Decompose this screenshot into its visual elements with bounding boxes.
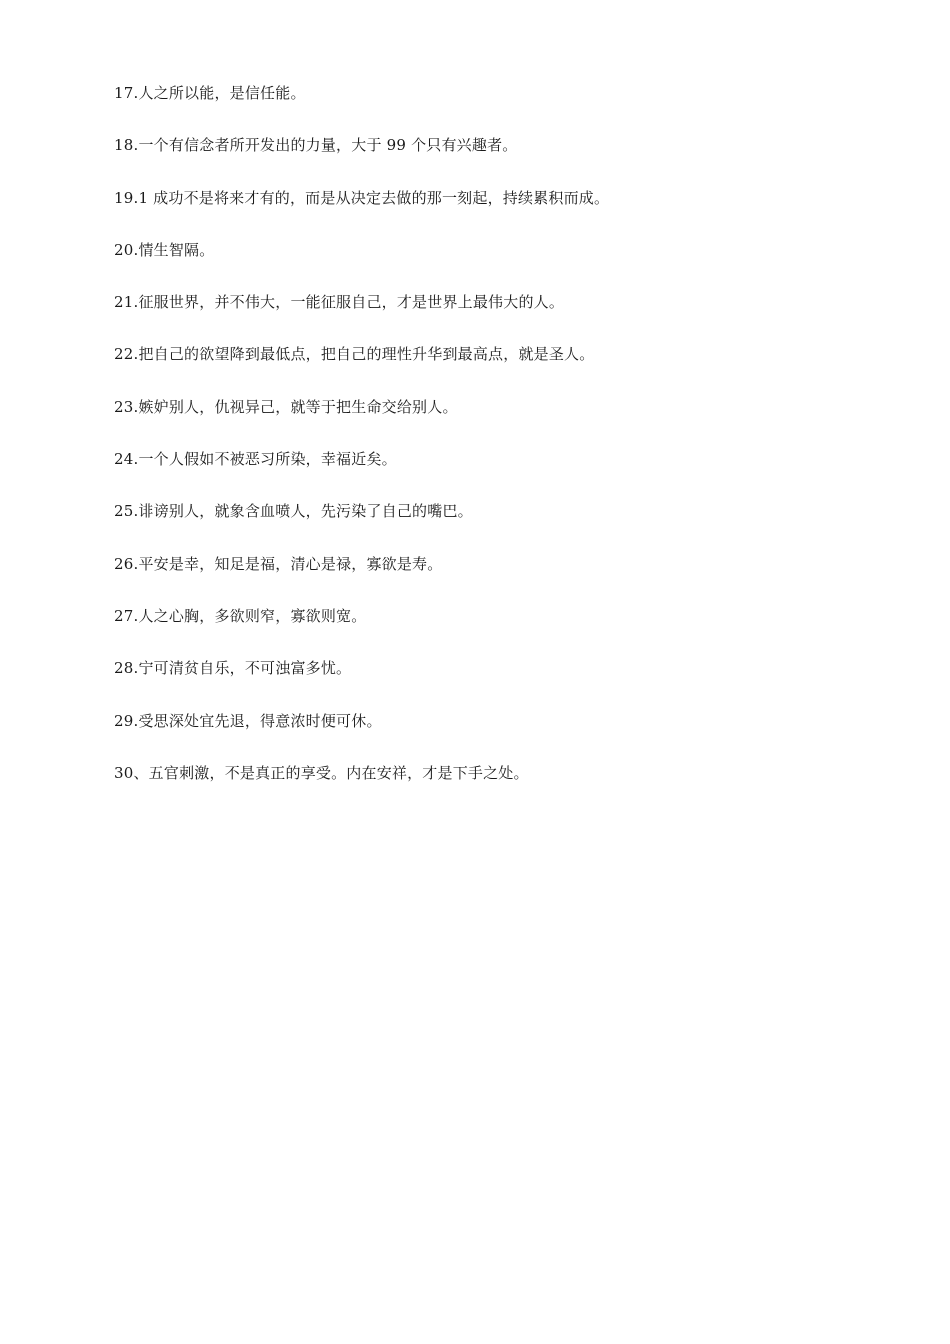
quote-item-17: 17.人之所以能，是信任能。 xyxy=(114,84,306,102)
quote-item-26: 26.平安是幸，知足是福，清心是禄，寡欲是寿。 xyxy=(114,554,443,573)
quote-item-27: 27.人之心胸，多欲则窄，寡欲则宽。 xyxy=(114,606,367,625)
quote-item-30: 30、五官刺激，不是真正的享受。内在安祥，才是下手之处。 xyxy=(114,763,529,782)
quote-item-24: 24.一个人假如不被恶习所染，幸福近矣。 xyxy=(114,450,397,469)
quote-item-18: 18.一个有信念者所开发出的力量，大于 99 个只有兴趣者。 xyxy=(114,136,518,155)
quote-item-25: 25.诽谤别人，就象含血喷人，先污染了自己的嘴巴。 xyxy=(114,502,473,521)
quote-list xyxy=(114,81,894,813)
quote-item-28: 28.宁可清贫自乐，不可浊富多忧。 xyxy=(114,659,352,678)
quote-item-23: 23.嫉妒别人，仇视异己，就等于把生命交给别人。 xyxy=(114,397,458,416)
quote-item-20: 20.情生智隔。 xyxy=(114,240,215,259)
quote-item-29: 29.受思深处宜先退，得意浓时便可休。 xyxy=(114,711,382,730)
quote-item-22: 22.把自己的欲望降到最低点，把自己的理性升华到最高点，就是圣人。 xyxy=(114,345,595,364)
quote-item-19: 19.1 成功不是将来才有的，而是从决定去做的那一刻起，持续累积而成。 xyxy=(114,188,610,207)
quote-item-21: 21.征服世界，并不伟大，一能征服自己，才是世界上最伟大的人。 xyxy=(114,293,565,312)
